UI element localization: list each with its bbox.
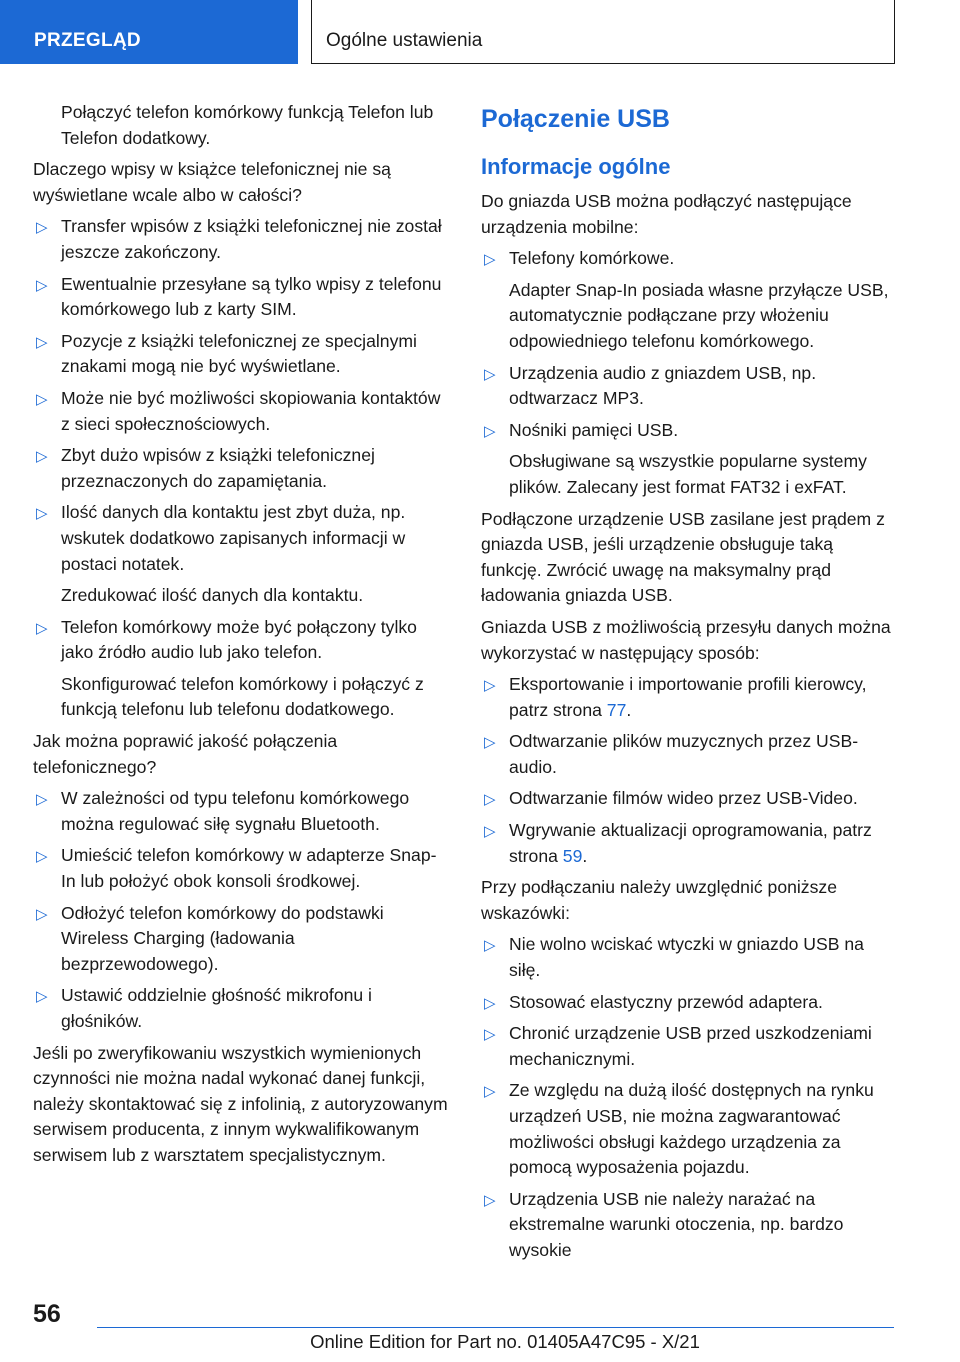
notes-intro: Przy podłączaniu należy uwzględnić poniższe wskazówki:	[481, 877, 837, 923]
list-item: ▷ Stosować elastyczny przewód adaptera.	[481, 990, 896, 1016]
list-item: ▷ Ilość danych dla kontaktu jest zbyt duża, np. wskutek dodatkowo zapisanych informacji w postaci notatek.	[36, 502, 406, 574]
list-item-note: Adapter Snap-In posiada własne przyłącze USB, automatycznie podłączane przy włożeniu odpowiedniego telefonu komórkowego.	[509, 279, 889, 351]
triangle-right-icon: ▷	[36, 791, 48, 809]
list-item-note: Obsługiwane są wszystkie popularne systemy plików. Zalecany jest format FAT32 i exFAT.	[509, 451, 867, 497]
triangle-right-icon: ▷	[36, 619, 48, 637]
list-item: ▷ Ze względu na dużą ilość dostępnych na rynku urządzeń USB, nie można zagwarantować możliwości obsługi każdego urządzenia za pomocą wyposażenia pojazdu.	[484, 1080, 874, 1178]
list-item: ▷ Może nie być możliwości skopiowania kontaktów z sieci społecznościowych.	[36, 387, 441, 434]
triangle-right-icon: ▷	[484, 365, 496, 383]
left-column	[33, 100, 448, 1175]
footer-divider	[97, 1327, 894, 1328]
triangle-right-icon: ▷	[484, 937, 496, 955]
footer-edition: Online Edition for Part no. 01405A47C95 - X/21	[310, 1331, 700, 1352]
list-item: ▷ Wgrywanie aktualizacji oprogramowania, patrz strona 59.	[484, 820, 872, 866]
list-item: ▷ Urządzenia audio z gniazdem USB, np. odtwarzacz MP3.	[484, 362, 817, 409]
triangle-right-icon: ▷	[36, 848, 48, 866]
list-item: ▷ Telefony komórkowe.	[481, 246, 896, 272]
question-phonebook: Dlaczego wpisy w książce telefonicznej nie są wyświetlane wcale albo w całości?	[33, 159, 391, 205]
triangle-right-icon: ▷	[484, 823, 496, 841]
list-item: ▷ Transfer wpisów z książki telefonicznej nie został jeszcze zakończony.	[36, 216, 442, 262]
triangle-right-icon: ▷	[484, 1026, 496, 1044]
triangle-right-icon: ▷	[484, 422, 496, 440]
triangle-right-icon: ▷	[484, 791, 496, 809]
triangle-right-icon: ▷	[36, 390, 48, 408]
list-item: ▷ Odtwarzanie filmów wideo przez USB-Video.	[481, 786, 896, 812]
triangle-right-icon: ▷	[484, 251, 496, 269]
triangle-right-icon: ▷	[36, 219, 48, 237]
chapter-title: Ogólne ustawienia	[311, 0, 895, 64]
list-item-note: Skonfigurować telefon komórkowy i połączyć z funkcją telefonu lub telefonu dodatkowego.	[61, 673, 424, 720]
triangle-right-icon: ▷	[36, 448, 48, 466]
triangle-right-icon: ▷	[36, 905, 48, 923]
triangle-right-icon: ▷	[36, 505, 48, 523]
page-header	[0, 0, 960, 66]
list-item: ▷ Zbyt dużo wpisów z książki telefonicznej przeznaczonych do zapamiętania.	[36, 445, 375, 491]
question-call-quality: Jak można poprawić jakość połączenia telefonicznego?	[33, 731, 338, 777]
triangle-right-icon: ▷	[484, 1191, 496, 1209]
list-item: ▷ Chronić urządzenie USB przed uszkodzeniami mechanicznymi.	[484, 1023, 872, 1069]
list-item: ▷ W zależności od typu telefonu komórkowego można regulować siłę sygnału Bluetooth.	[36, 788, 410, 834]
list-item: ▷ Odłożyć telefon komórkowy do podstawki Wireless Charging (ładowania bezprzewodowego).	[36, 902, 384, 974]
data-intro: Gniazda USB z możliwością przesyłu danych można wykorzystać w następujący sposób:	[481, 616, 891, 663]
list-item: ▷ Nośniki pamięci USB.	[481, 418, 896, 444]
triangle-right-icon: ▷	[36, 988, 48, 1006]
right-column	[481, 100, 896, 1270]
list-item-note: Zredukować ilość danych dla kontaktu.	[61, 585, 364, 606]
list-item: ▷ Pozycje z książki telefonicznej ze specjalnymi znakami mogą nie być wyświetlane.	[36, 330, 417, 377]
page-link[interactable]: 77	[606, 699, 627, 720]
list-item: ▷ Umieścić telefon komórkowy w adapterze Snap-In lub położyć obok konsoli środkowej.	[36, 845, 437, 892]
triangle-right-icon: ▷	[36, 276, 48, 294]
triangle-right-icon: ▷	[484, 734, 496, 752]
list-item: ▷ Telefon komórkowy może być połączony tylko jako źródło audio lub jako telefon.	[36, 616, 417, 663]
section-heading: Połączenie USB	[481, 105, 670, 133]
page-number: 56	[33, 1300, 61, 1328]
section-tab[interactable]: PRZEGLĄD	[0, 0, 298, 64]
subsection-heading: Informacje ogólne	[481, 154, 671, 179]
usb-intro: Do gniazda USB można podłączyć następujące urządzenia mobilne:	[481, 191, 852, 237]
triangle-right-icon: ▷	[484, 994, 496, 1012]
page-link[interactable]: 59	[562, 845, 583, 866]
list-item: ▷ Odtwarzanie plików muzycznych przez USB-audio.	[484, 731, 859, 777]
list-item: ▷ Nie wolno wciskać wtyczki w gniazdo USB na siłę.	[484, 934, 864, 981]
triangle-right-icon: ▷	[484, 1083, 496, 1101]
triangle-right-icon: ▷	[36, 333, 48, 351]
list-item: ▷ Urządzenia USB nie należy narażać na ekstremalne warunki otoczenia, np. bardzo wysokie	[484, 1188, 844, 1260]
closing-paragraph: Jeśli po zweryfikowaniu wszystkich wymienionych czynności nie można nadal wykonać danej funkcji, należy skontaktować się z infolinią, z autoryzowanym serwisem producenta, z innym wykwalifikowanym serwisem lub z warsztatem specjalistycznym.	[33, 1042, 448, 1165]
power-paragraph: Podłączone urządzenie USB zasilane jest prądem z gniazda USB, jeśli urządzenie obsługuje taką funkcję. Zwrócić uwagę na maksymalny prąd ładowania gniazda USB.	[481, 508, 885, 606]
list-item: ▷ Ustawić oddzielnie głośność mikrofonu i głośników.	[36, 985, 372, 1031]
list-item: ▷ Ewentualnie przesyłane są tylko wpisy z telefonu komórkowego lub z karty SIM.	[36, 273, 442, 320]
triangle-right-icon: ▷	[484, 677, 496, 695]
list-item: ▷ Eksportowanie i importowanie profili kierowcy, patrz strona 77.	[484, 674, 867, 720]
intro-indented: Połączyć telefon komórkowy funkcją Telefon lub Telefon dodatkowy.	[61, 102, 434, 148]
